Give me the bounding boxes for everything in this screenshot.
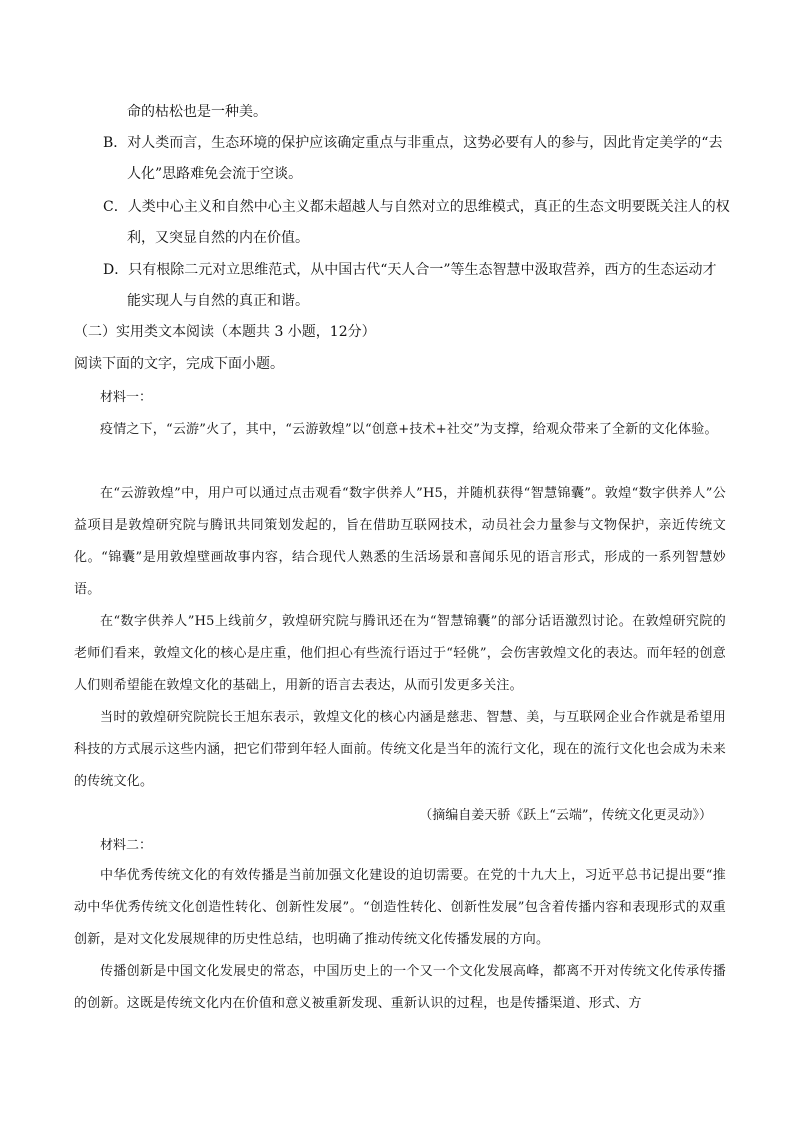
material1-paragraph-3: 在“数字供养人”H5上线前夕，敦煌研究院与腾讯还在为“智慧锦囊”的部分话语激烈讨论。在敦煌研究院的老师们看来，敦煌文化的核心是庄重，他们担心有些流行语过于“轻佻”，会伤害敦煌文化的表达。而年轻的创意人们则希望能在敦煌文化的基础上，用新的语言去表达，从而引发更多关注。	[74, 614, 726, 693]
material1-label: 材料一：	[100, 390, 153, 405]
section-instruction: 阅读下面的文字，完成下面小题。	[74, 356, 284, 372]
option-c-line2: 利，又突显自然的内在价值。	[127, 230, 309, 246]
option-d-line2: 能实现人与自然的真正和谐。	[127, 293, 309, 309]
section-heading: （二）实用类文本阅读（本题共 3 小题，12分）	[74, 324, 376, 340]
material2-paragraph-1: 中华优秀传统文化的有效传播是当前加强文化建设的迫切需要。在党的十九大上，习近平总书记提出要“推动中华优秀传统文化创造性转化、创新性发展”。“创造性转化、创新性发展”包含着传播内容和表现形式的双重创新，是对文化发展规律的历史性总结，也明确了推动传统文化传播发展的方向。	[74, 868, 726, 947]
option-b-line1: B．对人类而言，生态环境的保护应该确定重点与非重点，这势必要有人的参与，因此肯定美学的“去	[103, 135, 723, 151]
material1-paragraph-1: 疫情之下，“云游”火了，其中，“云游敦煌”以“创意+技术+社交”为支撑，给观众带来了全新的文化体验。	[100, 422, 718, 437]
option-c-line1: C．人类中心主义和自然中心主义都未超越人与自然对立的思维模式，真正的生态文明要既关注人的权	[103, 199, 730, 215]
material1-source: （摘编自姜天骄《跃上“云端”，传统文化更灵动》）	[419, 808, 712, 823]
material1-paragraph-2: 在“云游敦煌”中，用户可以通过点击观看“数字供养人”H5，并随机获得“智慧锦囊”。敦煌“数字供养人”公益项目是敦煌研究院与腾讯共同策划发起的，旨在借助互联网技术，动员社会力量参与文物保护，亲近传统文化。“锦囊”是用敦煌壁画故事内容，结合现代人熟悉的生活场景和喜闻乐见的语言形式，形成的一系列智慧妙语。	[74, 486, 726, 597]
option-d-line1: D．只有根除二元对立思维范式，从中国古代“天人合一”等生态智慧中汲取营养，西方的生态运动才	[103, 262, 717, 278]
option-a-continuation: 命的枯松也是一种美。	[127, 104, 267, 120]
option-b-line2: 人化”思路难免会流于空谈。	[127, 166, 303, 182]
material2-paragraph-2: 传播创新是中国文化发展史的常态，中国历史上的一个又一个文化发展高峰，都离不开对传统文化传承传播的创新。这既是传统文化内在价值和意义被重新发现、重新认识的过程，也是传播渠道、形式、方	[74, 964, 726, 1011]
material2-label: 材料二：	[100, 838, 153, 853]
material1-paragraph-4: 当时的敦煌研究院院长王旭东表示，敦煌文化的核心内涵是慈悲、智慧、美，与互联网企业合作就是希望用科技的方式展示这些内涵，把它们带到年轻人面前。传统文化是当年的流行文化，现在的流行文化也会成为未来的传统文化。	[74, 710, 726, 789]
